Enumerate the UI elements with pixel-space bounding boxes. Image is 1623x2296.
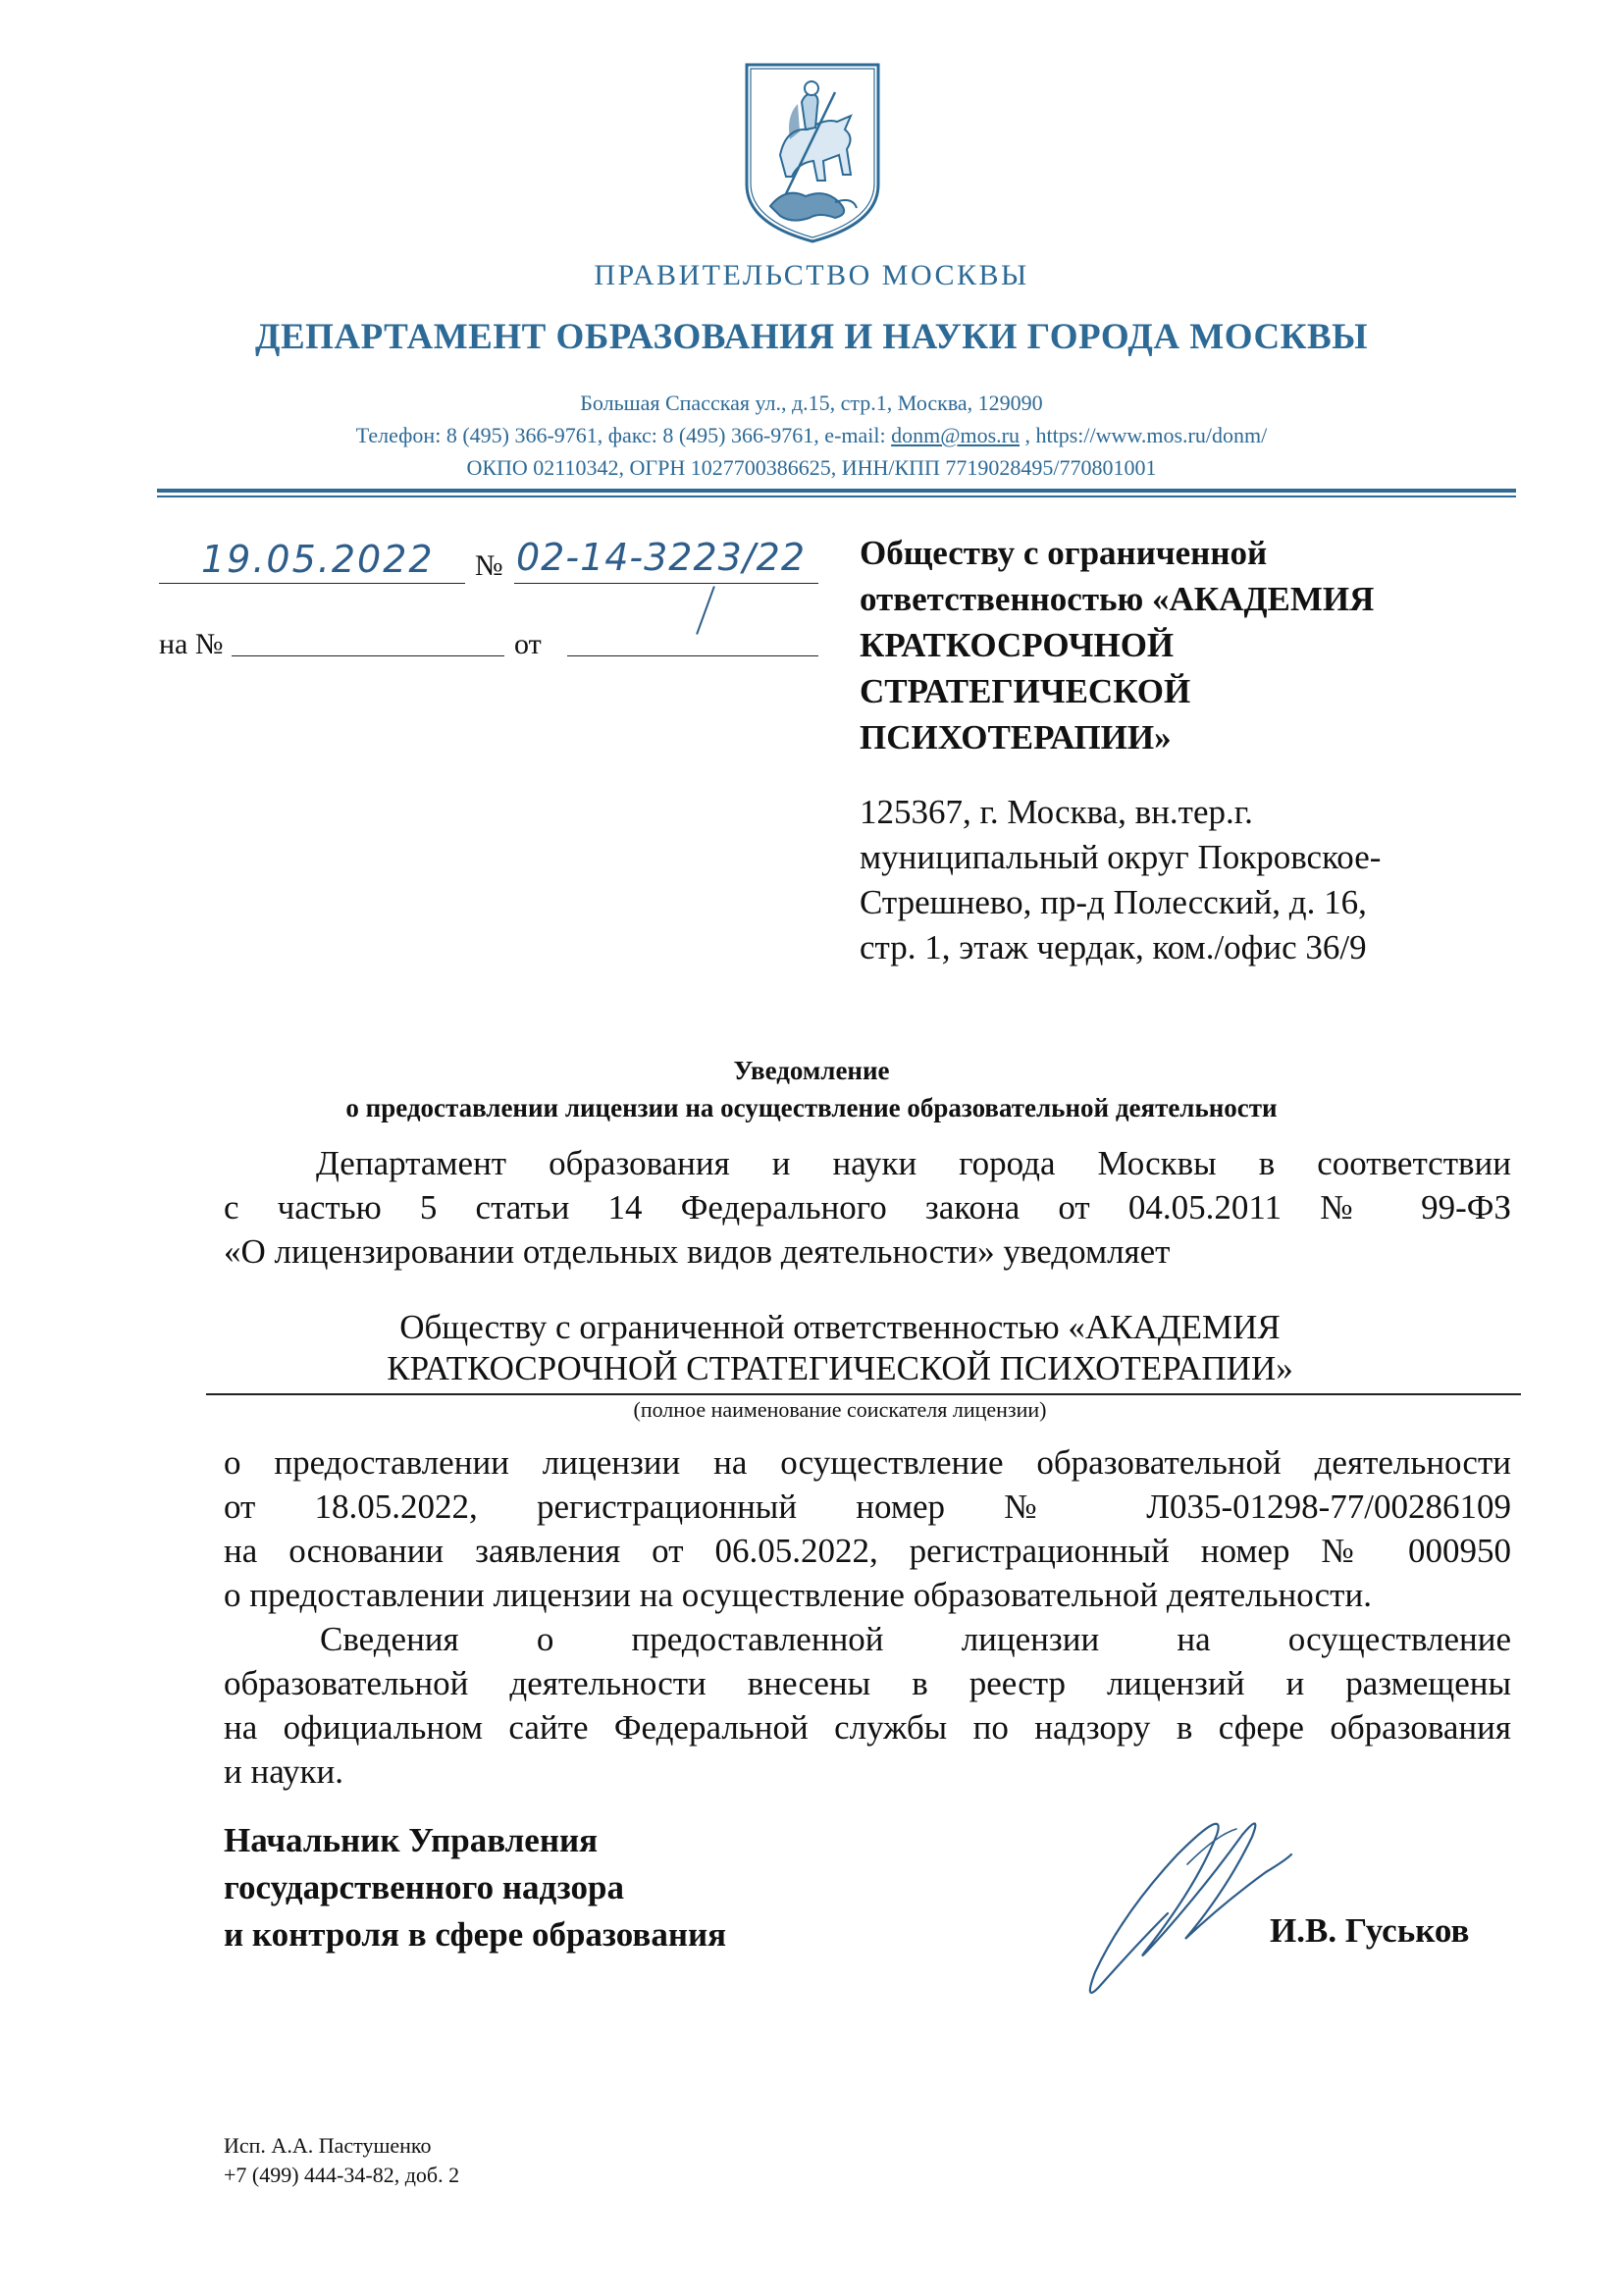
notice-title: Уведомление bbox=[733, 1056, 890, 1085]
recipient-address-line: Стрешнево, пр-д Полесский, д. 16, bbox=[860, 883, 1367, 921]
applicant-underline bbox=[206, 1393, 1521, 1395]
registration-date: 19.05.2022 bbox=[201, 538, 435, 581]
recipient-name-line: ПСИХОТЕРАПИИ» bbox=[860, 718, 1172, 757]
pen-slash-mark bbox=[696, 586, 715, 635]
department-codes: ОКПО 02110342, ОГРН 1027700386625, ИНН/КПП 7719028495/770801001 bbox=[466, 455, 1157, 480]
paragraph-line: «О лицензировании отдельных видов деятельности» уведомляет bbox=[224, 1232, 1171, 1271]
notice-subtitle: о предоставлении лицензии на осуществление образовательной деятельности bbox=[345, 1093, 1278, 1122]
paragraph-line: Сведения о предоставленной лицензии на осуществление bbox=[320, 1620, 1511, 1658]
registry-paragraph bbox=[224, 1617, 1511, 1794]
registration-date-line bbox=[159, 583, 465, 584]
paragraph-line: о предоставлении лицензии на осуществление образовательной деятельности bbox=[224, 1443, 1511, 1482]
paragraph-line: Департамент образования и науки города Москвы в соответствии bbox=[316, 1144, 1511, 1182]
body-paragraph bbox=[224, 1440, 1511, 1617]
reference-number-line bbox=[232, 655, 504, 656]
signatory-name: И.В. Гуськов bbox=[1270, 1911, 1470, 1950]
executor-phone: +7 (499) 444-34-82, доб. 2 bbox=[224, 2163, 460, 2187]
applicant-caption: (полное наименование соискателя лицензии) bbox=[633, 1397, 1047, 1422]
department-address: Большая Спасская ул., д.15, стр.1, Москва, 129090 bbox=[580, 391, 1043, 415]
recipient-name bbox=[860, 530, 1488, 760]
paragraph-line: образовательной деятельности внесены в реестр лицензий и размещены bbox=[224, 1664, 1511, 1702]
signatory-position-line: и контроля в сфере образования bbox=[224, 1915, 727, 1954]
reference-number-label: на № bbox=[159, 628, 224, 660]
signatory-position-line: государственного надзора bbox=[224, 1868, 624, 1906]
paragraph-line: и науки. bbox=[224, 1752, 343, 1791]
applicant-name bbox=[159, 1307, 1521, 1389]
registration-number-label: № bbox=[475, 549, 503, 582]
department-contacts bbox=[0, 423, 1623, 448]
paragraph-line: на официальном сайте Федеральной службы по надзору в сфере образования bbox=[224, 1708, 1511, 1747]
executor-name: Исп. А.А. Пастушенко bbox=[224, 2133, 432, 2158]
paragraph-line: с частью 5 статьи 14 Федерального закона от 04.05.2011 № 99-ФЗ bbox=[224, 1188, 1511, 1226]
recipient-name-line: ответственностью «АКАДЕМИЯ bbox=[860, 580, 1375, 618]
applicant-name-line: Обществу с ограниченной ответственностью «АКАДЕМИЯ bbox=[399, 1308, 1281, 1346]
contacts-phone-fax: Телефон: 8 (495) 366-9761, факс: 8 (495) 366-9761, e-mail: bbox=[355, 423, 892, 447]
recipient-name-line: КРАТКОСРОЧНОЙ bbox=[860, 626, 1175, 664]
reference-date-label: от bbox=[514, 628, 542, 660]
handwritten-signature-icon bbox=[1070, 1796, 1295, 2002]
recipient-address-line: стр. 1, этаж чердак, ком./офис 36/9 bbox=[860, 928, 1367, 966]
moscow-coat-of-arms-emblem bbox=[741, 59, 884, 245]
executor-info bbox=[224, 2131, 459, 2190]
header-rule-thick bbox=[157, 489, 1516, 493]
paragraph-line: о предоставлении лицензии на осуществление образовательной деятельности. bbox=[224, 1576, 1372, 1614]
reference-date-line bbox=[567, 655, 818, 656]
recipient-name-line: Обществу с ограниченной bbox=[860, 534, 1268, 572]
signatory-position bbox=[224, 1817, 726, 1958]
signatory-position-line: Начальник Управления bbox=[224, 1821, 599, 1859]
paragraph-line: от 18.05.2022, регистрационный номер № Л035-01298-77/00286109 bbox=[224, 1487, 1511, 1526]
department-title: ДЕПАРТАМЕНТ ОБРАЗОВАНИЯ И НАУКИ ГОРОДА МОСКВЫ bbox=[254, 317, 1369, 357]
recipient-address-line: муниципальный округ Покровское- bbox=[860, 838, 1382, 876]
government-title: ПРАВИТЕЛЬСТВО МОСКВЫ bbox=[594, 259, 1029, 291]
intro-paragraph bbox=[224, 1141, 1511, 1274]
registration-number-line bbox=[514, 583, 818, 584]
registration-number: 02-14-3223/22 bbox=[516, 536, 806, 579]
website-text: , https://www.mos.ru/donm/ bbox=[1020, 423, 1268, 447]
recipient-address-line: 125367, г. Москва, вн.тер.г. bbox=[860, 793, 1253, 831]
recipient-address bbox=[860, 790, 1488, 970]
header-rule-thin bbox=[157, 496, 1516, 497]
applicant-name-line: КРАТКОСРОЧНОЙ СТРАТЕГИЧЕСКОЙ ПСИХОТЕРАПИИ» bbox=[387, 1349, 1293, 1387]
recipient-name-line: СТРАТЕГИЧЕСКОЙ bbox=[860, 672, 1191, 710]
paragraph-line: на основании заявления от 06.05.2022, регистрационный номер № 000950 bbox=[224, 1532, 1511, 1570]
email-link[interactable]: donm@mos.ru bbox=[891, 423, 1020, 447]
